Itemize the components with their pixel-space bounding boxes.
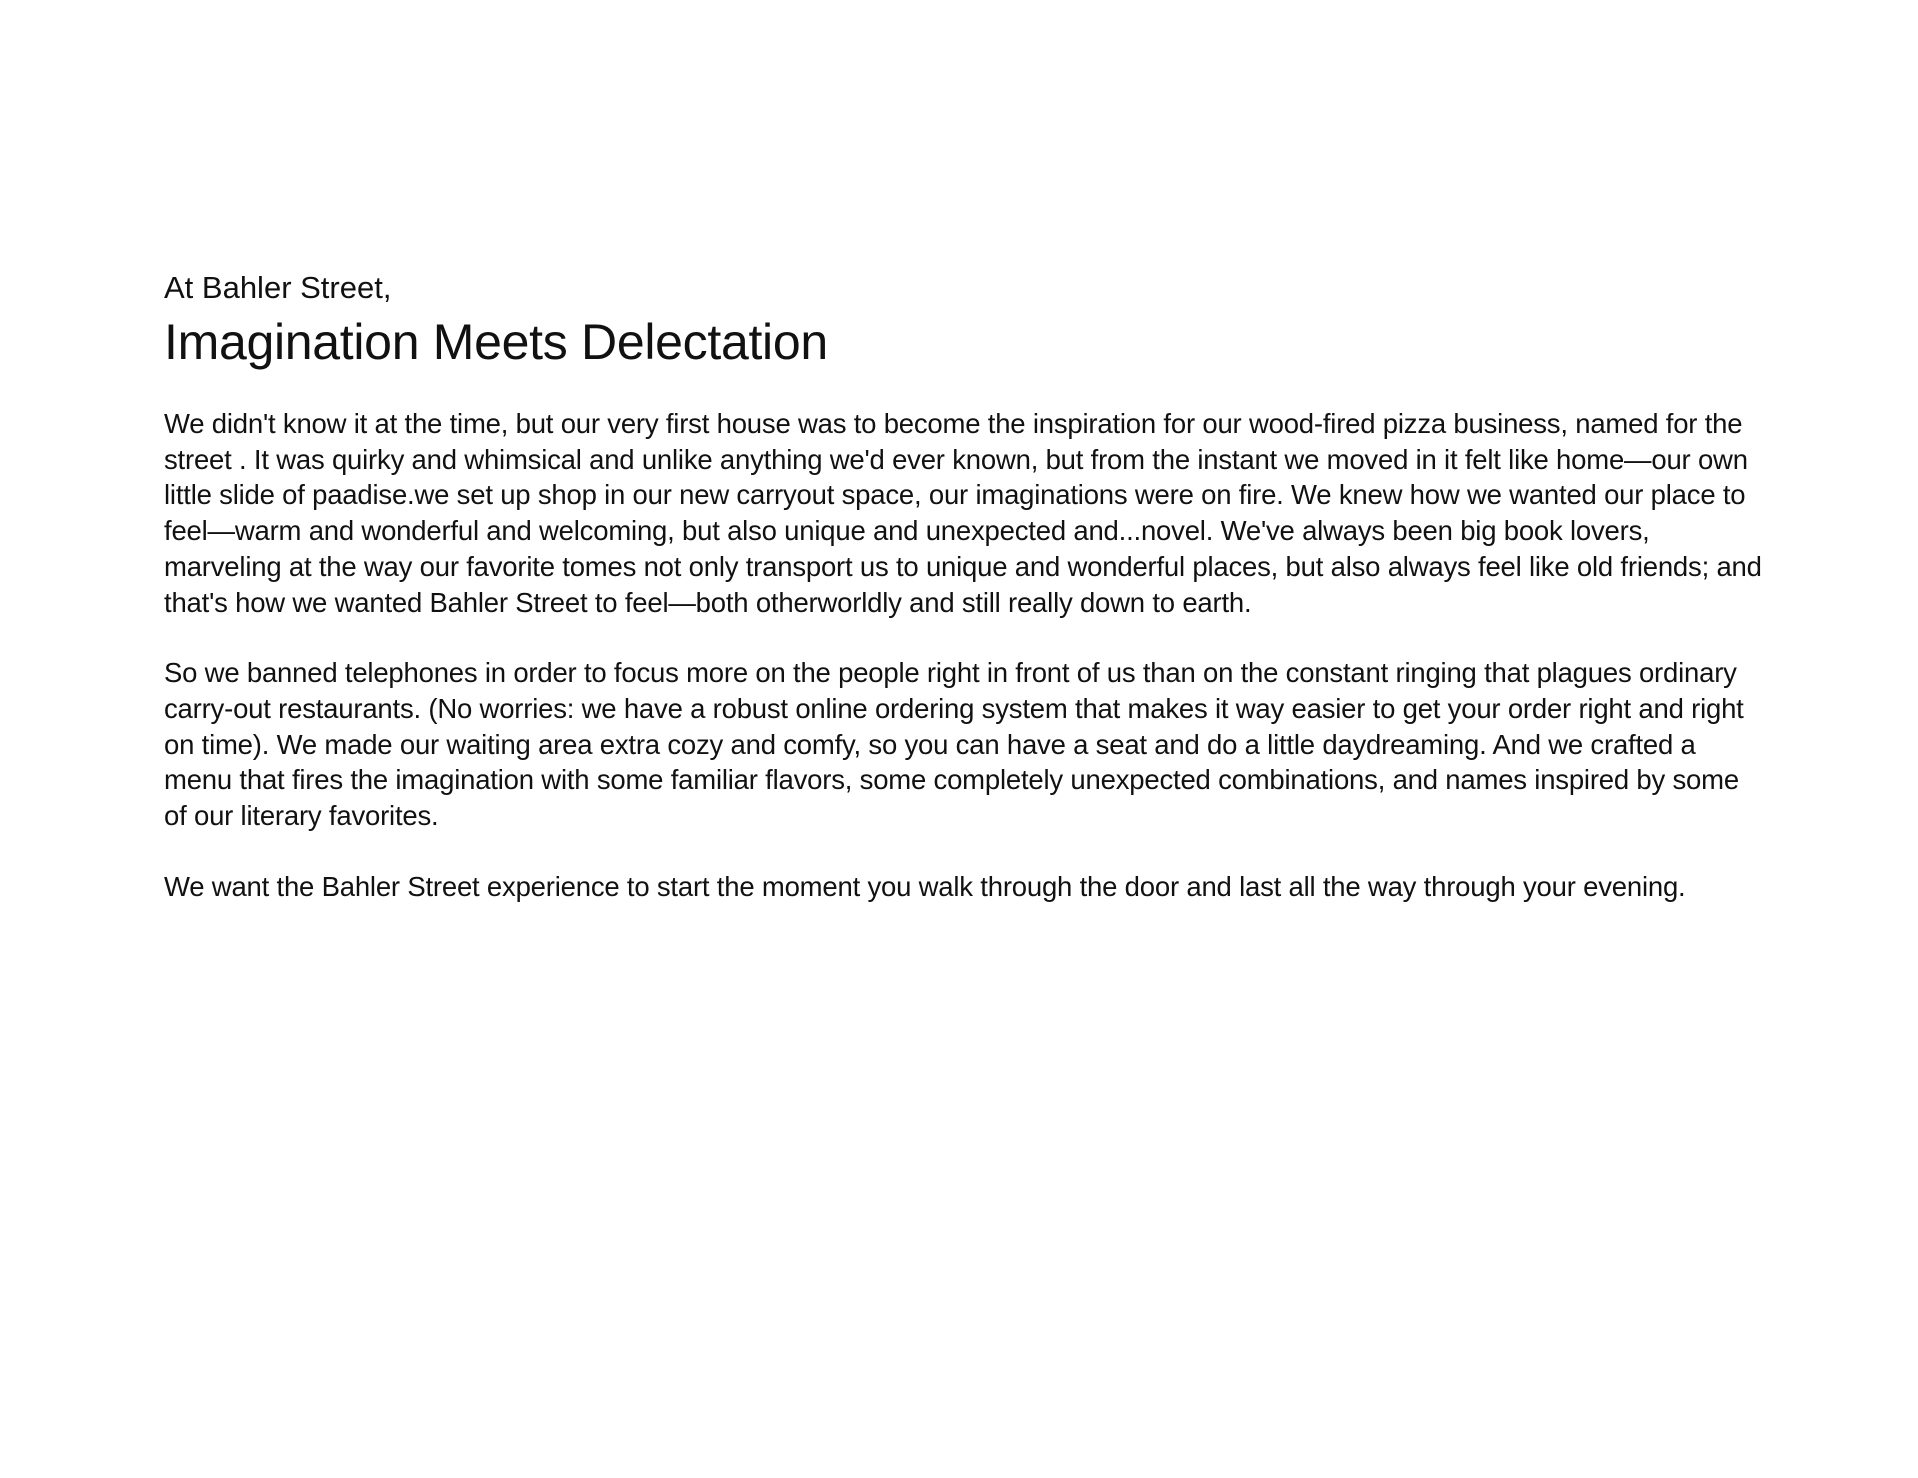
page-title: Imagination Meets Delectation xyxy=(164,314,828,370)
story-paragraph-3: We want the Bahler Street experience to start the moment you walk through the door and last all the way through your evening. xyxy=(164,870,1686,902)
story-body xyxy=(164,406,1764,904)
kicker-heading: At Bahler Street, xyxy=(164,270,392,305)
story-paragraph-1: We didn't know it at the time, but our very first house was to become the inspiration for our wood-fired pizza business, named for the street . It was quirky and whimsical and unlike anything we'd ever known, but from the instant we moved in it felt like home—our own little slide of paadise.we set up shop in our new carryout space, our imaginations were on fire. We knew how we wanted our place to feel—warm and wonderful and welcoming, but also unique and unexpected and...novel. We've always been big book lovers, marveling at the way our favorite tomes not only transport us to unique and wonderful places, but also always feel like old friends; and that's how we wanted Bahler Street to feel—both otherworldly and still really down to earth. xyxy=(164,408,1762,618)
story-paragraph-2: So we banned telephones in order to focus more on the people right in front of us than on the constant ringing that plagues ordinary carry-out restaurants. (No worries: we have a robust online ordering system that makes it way easier to get your order right and right on time). We made our waiting area extra cozy and comfy, so you can have a seat and do a little daydreaming. And we crafted a menu that fires the imagination with some familiar flavors, some completely unexpected combinations, and names inspired by some of our literary favorites. xyxy=(164,657,1744,832)
about-section xyxy=(164,268,1764,939)
